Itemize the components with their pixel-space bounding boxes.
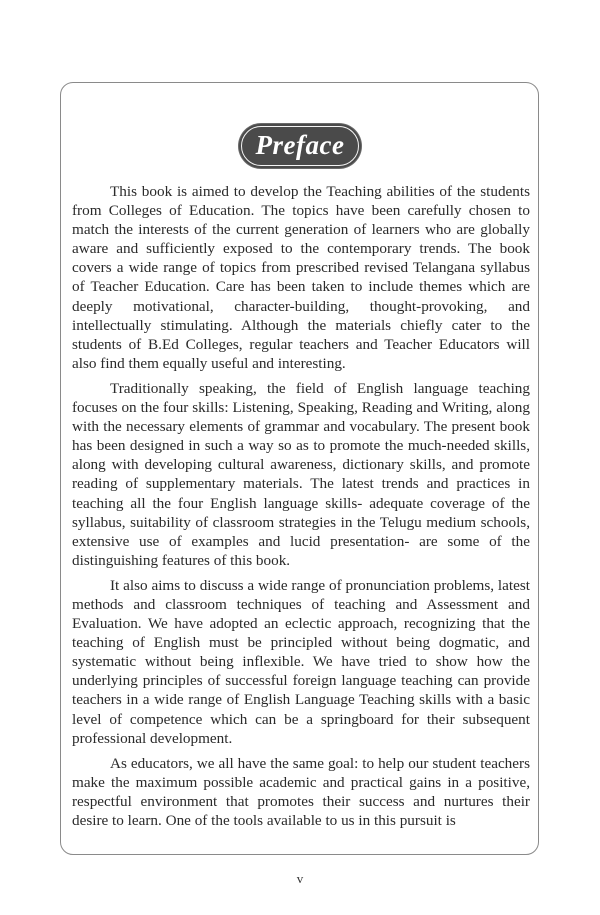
title-badge [239,124,362,168]
preface-body [72,182,530,830]
title-badge-container [0,124,600,168]
paragraph-4: As educators, we all have the same goal: to help our student teachers make the maximum possible academic and practical gains in a positive, respectful environment that promotes their success and nurtures their desire to learn. One of the tools available to us in this pursuit is [72,754,530,829]
paragraph-3: It also aims to discuss a wide range of pronunciation problems, latest methods and classroom techniques of teaching and Assessment and Evaluation. We have adopted an eclectic approach, recognizing that the teaching of English must be principled without being dogmatic, and systematic without being inflexible. We have tried to show how the underlying principles of successful foreign language teaching can provide teachers in a wide range of English Language Teaching skills with a basic level of competence which can be a springboard for their subsequent professional development. [72,576,530,747]
paragraph-2: Traditionally speaking, the field of English language teaching focuses on the four skills: Listening, Speaking, Reading and Writing, along with the necessary elements of grammar and vocabulary. The present book has been designed in such a way so as to promote the much-needed skills, along with developing cultural awareness, dictionary skills, and promote reading of supplementary materials. The latest trends and practices in teaching all the four English language skills- adequate coverage of the syllabus, suitability of classroom strategies in the Telugu medium schools, extensive use of examples and lucid presentation- are some of the distinguishing features of this book. [72,379,530,569]
page-title: Preface [241,126,360,166]
page-number: v [296,871,304,886]
paragraph-1: This book is aimed to develop the Teaching abilities of the students from Colleges of Education. The topics have been carefully chosen to match the interests of the current generation of learners who are globally aware and sufficiently exposed to the contemporary trends. The book covers a wide range of topics from prescribed revised Telangana syllabus of Teacher Education. Care has been taken to include themes which are deeply motivational, character-building, thought-provoking, and intellectually stimulating. Although the materials chiefly cater to the students of B.Ed Colleges, regular teachers and Teacher Educators will also find them equally useful and interesting. [72,183,530,372]
